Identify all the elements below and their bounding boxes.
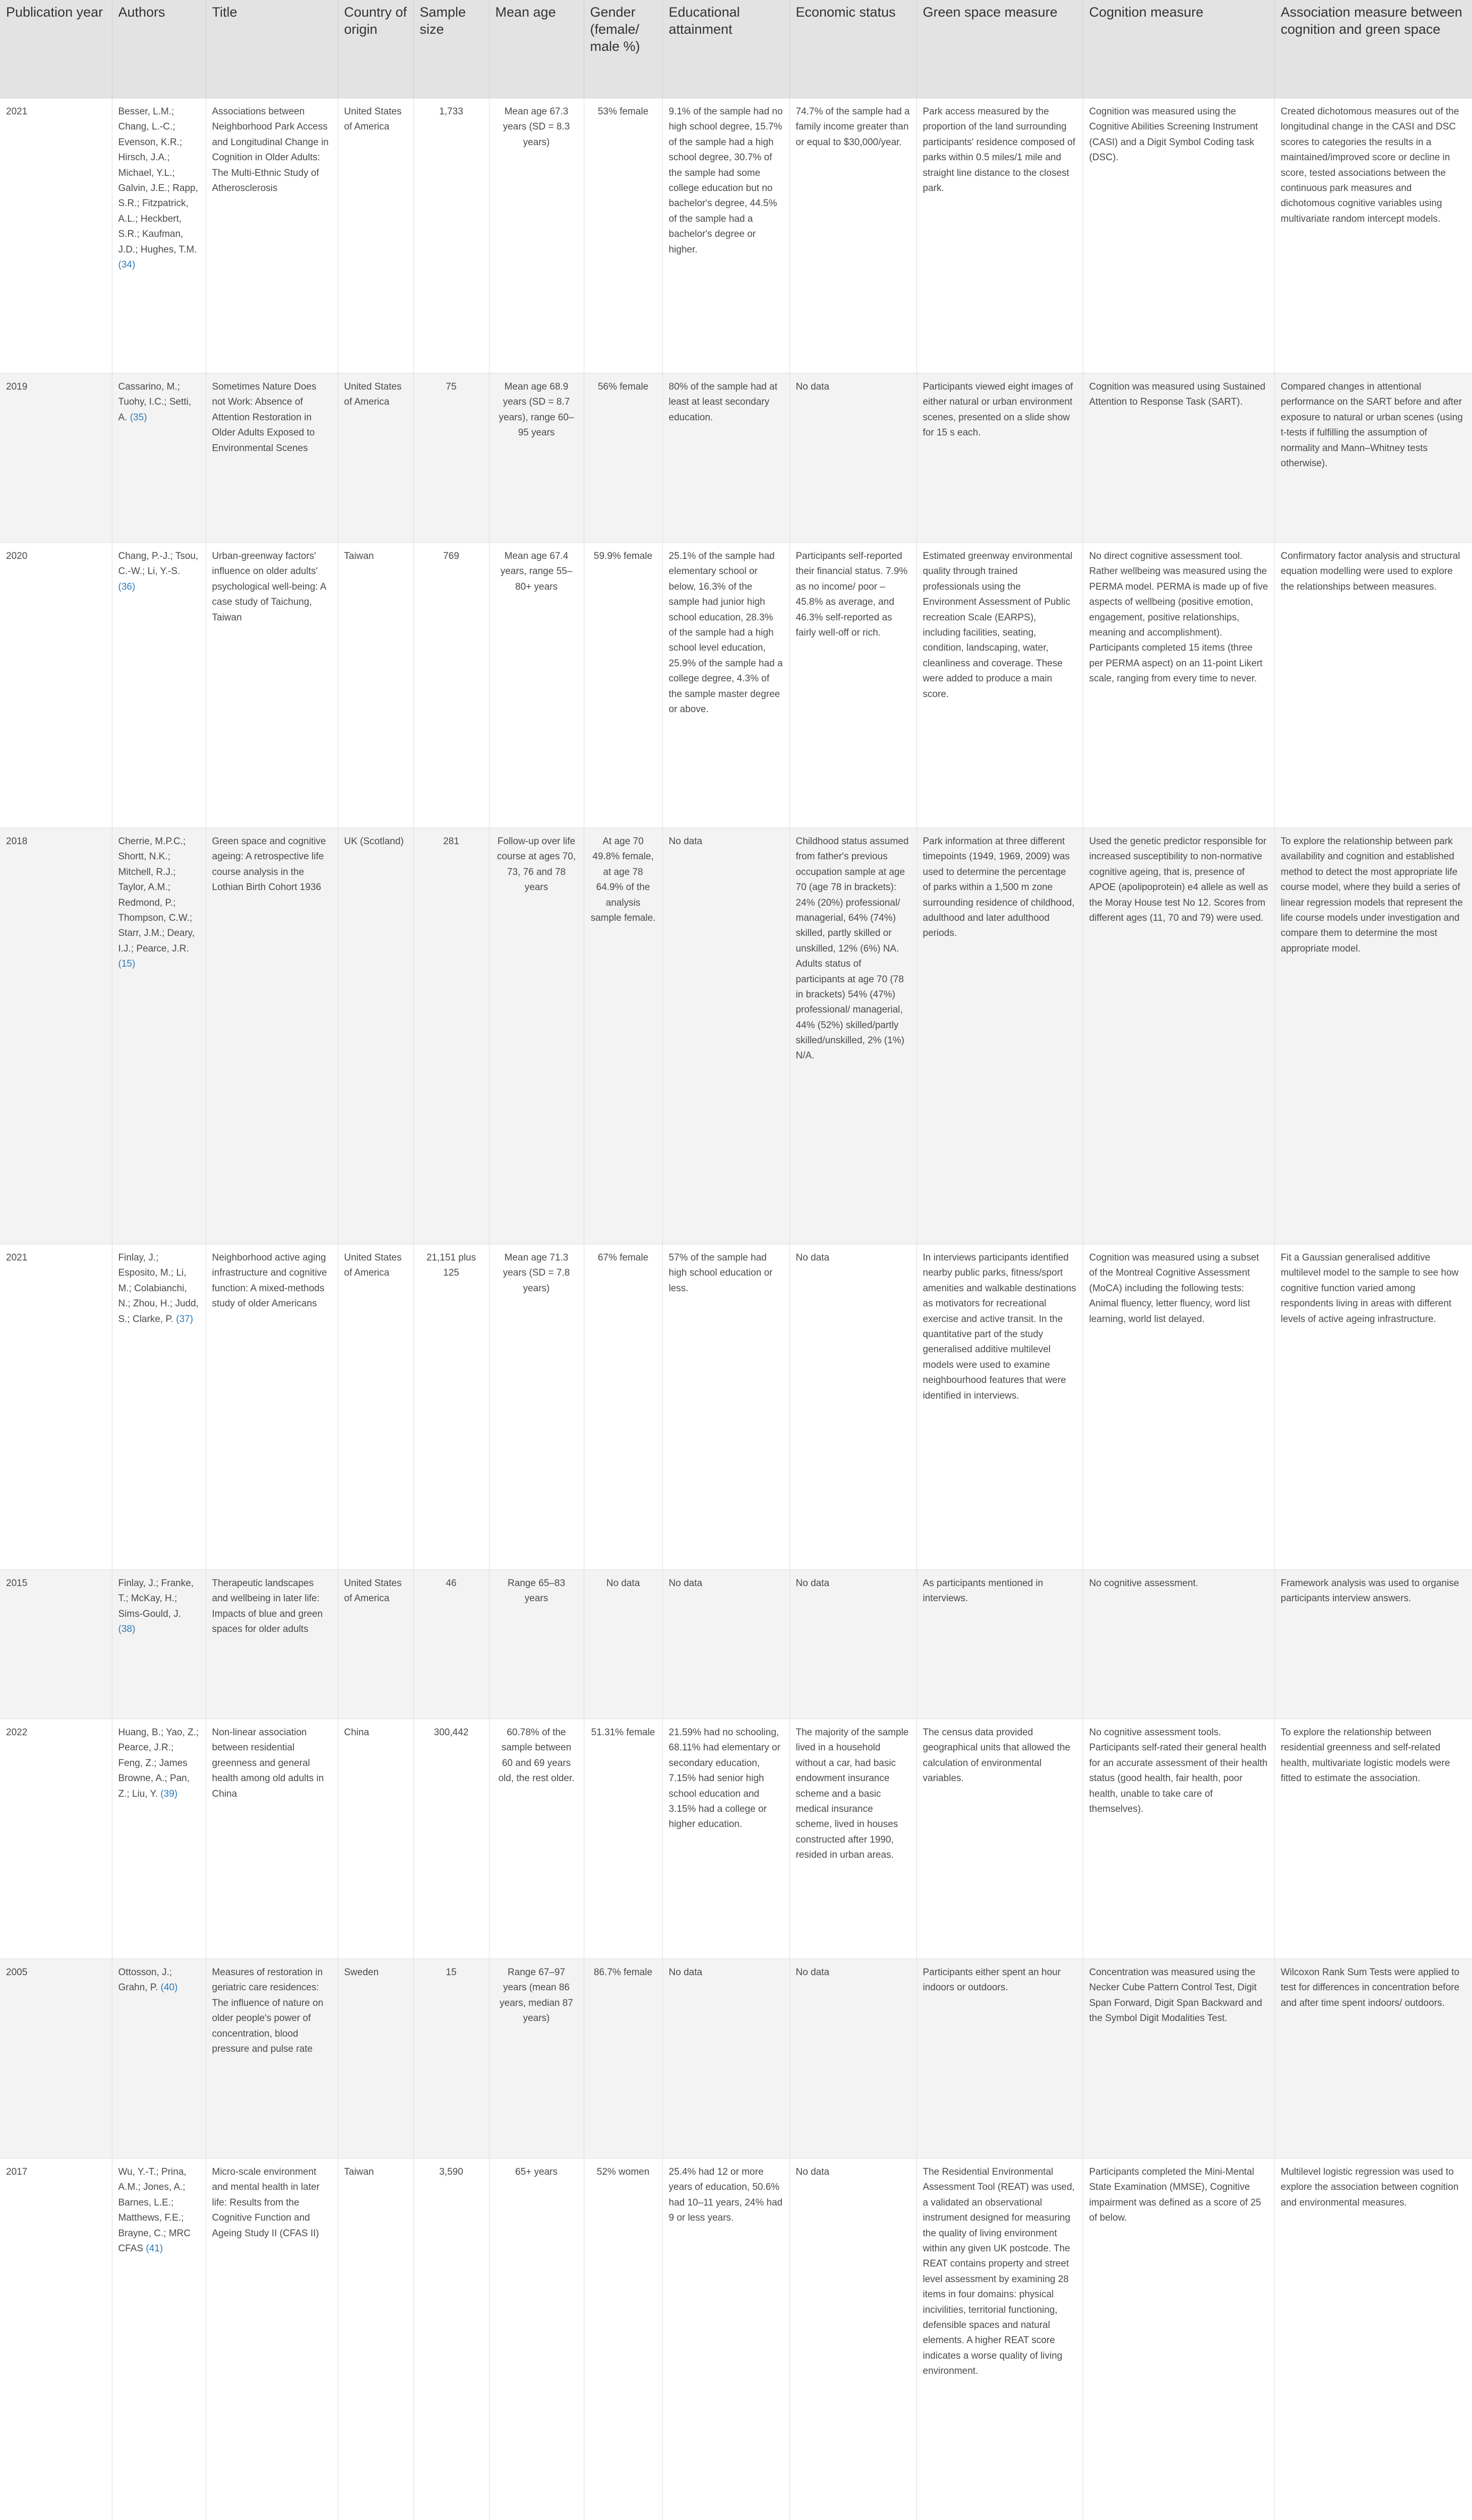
table-row xyxy=(0,1244,1472,1570)
cell-association: Wilcoxon Rank Sum Tests were applied to test for differences in concentration before and after time spent indoors/ outdoors. xyxy=(1274,1959,1472,2159)
cell-education: 21.59% had no schooling, 68.11% had elementary or secondary education, 7.15% had senior high school education and 3.15% had a college or higher education. xyxy=(662,1719,789,1959)
cell-economic: No data xyxy=(789,1244,916,1570)
authors-text: Huang, B.; Yao, Z.; Pearce, J.R.; Feng, Z.; James Browne, A.; Pan, Z.; Liu, Y. xyxy=(118,1727,199,1799)
cell-year: 2005 xyxy=(0,1959,112,2159)
cell-sample-size: 21,151 plus 125 xyxy=(413,1244,489,1570)
cell-association: Multilevel logistic regression was used to explore the association between cognition and environmental measures. xyxy=(1274,2159,1472,2520)
cell-sample-size: 769 xyxy=(413,543,489,828)
cell-country: China xyxy=(338,1719,413,1959)
authors-text: Besser, L.M.; Chang, L.-C.; Evenson, K.R.; Hirsch, J.A.; Michael, Y.L.; Galvin, J.E.; Rapp, S.R.; Fitzpatrick, A.L.; Heckbert, S.R.; Kaufman, J.D.; Hughes, T.M. xyxy=(118,106,198,255)
table-row xyxy=(0,1959,1472,2159)
cell-economic: Childhood status assumed from father's previous occupation sample at age 70 (age 78 in brackets): 24% (20%) professional/ managerial, 64% (74%) skilled, partly skilled or unskilled, 12% (6%) NA. Adults status of participants at age 70 (78 in brackets) 54% (47%) professional/ managerial, 44% (52%) skilled/partly skilled/unskilled, 2% (1%) N/A. xyxy=(789,828,916,1244)
cell-sample-size: 1,733 xyxy=(413,98,489,373)
header-country: Country of origin xyxy=(338,0,413,98)
cell-cognition: No direct cognitive assessment tool. Rather wellbeing was measured using the PERMA model. PERMA is made up of five aspects of wellbeing (positive emotion, engagement, positive relationships, meaning and accomplishment). Participants completed 15 items (three per PERMA aspect) on an 11-point Likert scale, ranging from every time to never. xyxy=(1083,543,1274,828)
cell-authors xyxy=(112,828,206,1244)
reference-link[interactable]: (38) xyxy=(118,1624,136,1635)
cell-economic: No data xyxy=(789,2159,916,2520)
cell-country: Taiwan xyxy=(338,2159,413,2520)
table-row xyxy=(0,1719,1472,1959)
cell-association: To explore the relationship between park availability and cognition and established method to detect the most appropriate life course model, where they build a series of linear regression models that represent the life course models under investigation and compare them to determine the most appropriate model. xyxy=(1274,828,1472,1244)
cell-title: Micro-scale environment and mental health in later life: Results from the Cognitive Function and Ageing Study II (CFAS II) xyxy=(206,2159,338,2520)
authors-text: Finlay, J.; Esposito, M.; Li, M.; Colabianchi, N.; Zhou, H.; Judd, S.; Clarke, P. xyxy=(118,1252,199,1325)
cell-mean-age: 60.78% of the sample between 60 and 69 years old, the rest older. xyxy=(489,1719,584,1959)
cell-gender: 52% women xyxy=(584,2159,662,2520)
cell-association: To explore the relationship between residential greenness and self-related health, multivariate logistic models were fitted to estimate the association. xyxy=(1274,1719,1472,1959)
cell-education: 25.1% of the sample had elementary school or below, 16.3% of the sample had junior high school education, 28.3% of the sample had a high school level education, 25.9% of the sample had a college degree, 4.3% of the sample master degree or above. xyxy=(662,543,789,828)
cell-green-space: In interviews participants identified nearby public parks, fitness/sport amenities and walkable destinations as motivators for recreational exercise and active transit. In the quantitative part of the study generalised additive multilevel models were used to examine neighbourhood features that were identified in interviews. xyxy=(916,1244,1083,1570)
cell-authors xyxy=(112,1959,206,2159)
cell-country: Sweden xyxy=(338,1959,413,2159)
cell-education: No data xyxy=(662,1570,789,1719)
header-gender: Gender (female/ male %) xyxy=(584,0,662,98)
cell-economic: 74.7% of the sample had a family income greater than or equal to $30,000/year. xyxy=(789,98,916,373)
header-cognition-measure: Cognition measure xyxy=(1083,0,1274,98)
cell-country: United States of America xyxy=(338,1244,413,1570)
cell-authors xyxy=(112,1570,206,1719)
cell-authors xyxy=(112,98,206,373)
cell-cognition: Used the genetic predictor responsible for increased susceptibility to non-normative cognitive ageing, that is, presence of APOE (apolipoprotein) e4 allele as well as the Moray House test No 12. Scores from different ages (11, 70 and 79) were used. xyxy=(1083,828,1274,1244)
authors-text: Ottosson, J.; Grahn, P. xyxy=(118,1967,172,1993)
cell-country: UK (Scotland) xyxy=(338,828,413,1244)
cell-mean-age: Follow-up over life course at ages 70, 73, 76 and 78 years xyxy=(489,828,584,1244)
header-authors: Authors xyxy=(112,0,206,98)
reference-link[interactable]: (36) xyxy=(118,581,136,592)
cell-title: Therapeutic landscapes and wellbeing in later life: Impacts of blue and green spaces for older adults xyxy=(206,1570,338,1719)
cell-country: United States of America xyxy=(338,1570,413,1719)
cell-cognition: Cognition was measured using a subset of the Montreal Cognitive Assessment (MoCA) including the following tests: Animal fluency, letter fluency, word list learning, world list delayed. xyxy=(1083,1244,1274,1570)
cell-gender: 67% female xyxy=(584,1244,662,1570)
cell-sample-size: 15 xyxy=(413,1959,489,2159)
cell-green-space: Participants either spent an hour indoors or outdoors. xyxy=(916,1959,1083,2159)
cell-education: No data xyxy=(662,1959,789,2159)
cell-sample-size: 3,590 xyxy=(413,2159,489,2520)
reference-link[interactable]: (40) xyxy=(160,1982,178,1993)
reference-link[interactable]: (35) xyxy=(130,412,147,423)
table-row xyxy=(0,1570,1472,1719)
reference-link[interactable]: (37) xyxy=(176,1313,194,1325)
cell-association: Confirmatory factor analysis and structural equation modelling were used to explore the relationships between measures. xyxy=(1274,543,1472,828)
cell-education: 80% of the sample had at least at least secondary education. xyxy=(662,373,789,543)
table-row xyxy=(0,543,1472,828)
header-association-measure: Association measure between cognition and green space xyxy=(1274,0,1472,98)
cell-green-space: Park access measured by the proportion of the land surrounding participants' residence composed of parks within 0.5 miles/1 mile and straight line distance to the closest park. xyxy=(916,98,1083,373)
cell-year: 2021 xyxy=(0,98,112,373)
cell-authors xyxy=(112,2159,206,2520)
cell-mean-age: Range 65–83 years xyxy=(489,1570,584,1719)
cell-title: Green space and cognitive ageing: A retrospective life course analysis in the Lothian Birth Cohort 1936 xyxy=(206,828,338,1244)
cell-green-space: As participants mentioned in interviews. xyxy=(916,1570,1083,1719)
cell-authors xyxy=(112,1244,206,1570)
cell-year: 2019 xyxy=(0,373,112,543)
authors-text: Chang, P.-J.; Tsou, C.-W.; Li, Y.-S. xyxy=(118,551,199,577)
cell-authors xyxy=(112,373,206,543)
cell-association: Framework analysis was used to organise participants interview answers. xyxy=(1274,1570,1472,1719)
cell-title: Measures of restoration in geriatric care residences: The influence of nature on older people's power of concentration, blood pressure and pulse rate xyxy=(206,1959,338,2159)
cell-country: United States of America xyxy=(338,373,413,543)
header-title: Title xyxy=(206,0,338,98)
cell-education: 57% of the sample had high school education or less. xyxy=(662,1244,789,1570)
cell-title: Neighborhood active aging infrastructure and cognitive function: A mixed-methods study of older Americans xyxy=(206,1244,338,1570)
cell-education: 25.4% had 12 or more years of education, 50.6% had 10–11 years, 24% had 9 or less years. xyxy=(662,2159,789,2520)
cell-gender: 59.9% female xyxy=(584,543,662,828)
cell-sample-size: 75 xyxy=(413,373,489,543)
reference-link[interactable]: (15) xyxy=(118,959,136,970)
cell-title: Sometimes Nature Does not Work: Absence of Attention Restoration in Older Adults Exposed to Environmental Scenes xyxy=(206,373,338,543)
cell-economic: No data xyxy=(789,1959,916,2159)
cell-economic: The majority of the sample lived in a household without a car, had basic endowment insurance scheme and a basic medical insurance scheme, lived in houses constructed after 1990, resided in urban areas. xyxy=(789,1719,916,1959)
cell-gender: No data xyxy=(584,1570,662,1719)
cell-year: 2021 xyxy=(0,1244,112,1570)
cell-year: 2018 xyxy=(0,828,112,1244)
reference-link[interactable]: (39) xyxy=(160,1788,178,1799)
cell-mean-age: Mean age 71.3 years (SD = 7.8 years) xyxy=(489,1244,584,1570)
cell-authors xyxy=(112,1719,206,1959)
header-green-space-measure: Green space measure xyxy=(916,0,1083,98)
cell-sample-size: 281 xyxy=(413,828,489,1244)
cell-gender: At age 70 49.8% female, at age 78 64.9% of the analysis sample female. xyxy=(584,828,662,1244)
reference-link[interactable]: (41) xyxy=(146,2243,163,2254)
cell-title: Urban-greenway factors' influence on older adults' psychological well-being: A case study of Taichung, Taiwan xyxy=(206,543,338,828)
cell-year: 2020 xyxy=(0,543,112,828)
header-education: Educational attainment xyxy=(662,0,789,98)
cell-green-space: Estimated greenway environmental quality through trained professionals using the Environment Assessment of Public recreation Scale (EARPS), including facilities, seating, condition, landscaping, water, cleanliness and coverage. These were added to produce a main score. xyxy=(916,543,1083,828)
header-mean-age: Mean age xyxy=(489,0,584,98)
cell-cognition: No cognitive assessment. xyxy=(1083,1570,1274,1719)
cell-authors xyxy=(112,543,206,828)
cell-cognition: Participants completed the Mini-Mental State Examination (MMSE), Cognitive impairment was defined as a score of 25 of below. xyxy=(1083,2159,1274,2520)
table-row xyxy=(0,2159,1472,2520)
cell-year: 2015 xyxy=(0,1570,112,1719)
cell-association: Created dichotomous measures out of the longitudinal change in the CASI and DSC scores to categories the results in a maintained/improved score or decline in score, tested associations between the continuous park measures and dichotomous cognitive variables using multivariate random intercept models. xyxy=(1274,98,1472,373)
cell-year: 2017 xyxy=(0,2159,112,2520)
cell-gender: 53% female xyxy=(584,98,662,373)
cell-education: 9.1% of the sample had no high school degree, 15.7% of the sample had a high school degree, 30.7% of the sample had some college education but no bachelor's degree, 44.5% of the sample had a bachelor's degree or higher. xyxy=(662,98,789,373)
table-row xyxy=(0,373,1472,543)
cell-mean-age: Mean age 67.3 years (SD = 8.3 years) xyxy=(489,98,584,373)
cell-association: Fit a Gaussian generalised additive multilevel model to the sample to see how cognitive function varied among respondents living in areas with different levels of active ageing infrastructure. xyxy=(1274,1244,1472,1570)
cell-title: Associations between Neighborhood Park Access and Longitudinal Change in Cognition in Older Adults: The Multi-Ethnic Study of Atherosclerosis xyxy=(206,98,338,373)
cell-mean-age: 65+ years xyxy=(489,2159,584,2520)
cell-education: No data xyxy=(662,828,789,1244)
cell-country: Taiwan xyxy=(338,543,413,828)
header-row xyxy=(0,0,1472,98)
cell-association: Compared changes in attentional performance on the SART before and after exposure to natural or urban scenes (using t-tests if fulfilling the assumption of normality and Mann–Whitney tests otherwise). xyxy=(1274,373,1472,543)
header-publication-year: Publication year xyxy=(0,0,112,98)
header-sample-size: Sample size xyxy=(413,0,489,98)
cell-year: 2022 xyxy=(0,1719,112,1959)
authors-text: Wu, Y.-T.; Prina, A.M.; Jones, A.; Barnes, L.E.; Matthews, F.E.; Brayne, C.; MRC CFAS xyxy=(118,2167,191,2254)
cell-mean-age: Mean age 68.9 years (SD = 8.7 years), range 60–95 years xyxy=(489,373,584,543)
table-row xyxy=(0,98,1472,373)
cell-green-space: Participants viewed eight images of either natural or urban environment scenes, presented on a slide show for 15 s each. xyxy=(916,373,1083,543)
reference-link[interactable]: (34) xyxy=(118,259,136,270)
cell-economic: Participants self-reported their financial status. 7.9% as no income/ poor – 45.8% as average, and 46.3% self-reported as fairly well-off or rich. xyxy=(789,543,916,828)
cell-green-space: The census data provided geographical units that allowed the calculation of environmental variables. xyxy=(916,1719,1083,1959)
cell-gender: 56% female xyxy=(584,373,662,543)
cell-cognition: Cognition was measured using the Cognitive Abilities Screening Instrument (CASI) and a Digit Symbol Coding task (DSC). xyxy=(1083,98,1274,373)
cell-cognition: Concentration was measured using the Necker Cube Pattern Control Test, Digit Span Forward, Digit Span Backward and the Symbol Digit Modalities Test. xyxy=(1083,1959,1274,2159)
header-economic-status: Economic status xyxy=(789,0,916,98)
authors-text: Finlay, J.; Franke, T.; McKay, H.; Sims-Gould, J. xyxy=(118,1578,194,1619)
cell-gender: 51.31% female xyxy=(584,1719,662,1959)
authors-text: Cherrie, M.P.C.; Shortt, N.K.; Mitchell, R.J.; Taylor, A.M.; Redmond, P.; Thompson, C.W.; Starr, J.M.; Deary, I.J.; Pearce, J.R. xyxy=(118,836,195,954)
cell-cognition: No cognitive assessment tools. Participants self-rated their general health for an accurate assessment of their health status (good health, fair health, poor health, unable to take care of themselves). xyxy=(1083,1719,1274,1959)
table-row xyxy=(0,828,1472,1244)
cell-cognition: Cognition was measured using Sustained Attention to Response Task (SART). xyxy=(1083,373,1274,543)
cell-green-space: The Residential Environmental Assessment Tool (REAT) was used, a validated an observational instrument designed for measuring the quality of living environment within any given UK postcode. The REAT contains property and street level assessment by examining 28 items in four domains: physical incivilities, territorial functioning, defensible spaces and natural elements. A higher REAT score indicates a worse quality of living environment. xyxy=(916,2159,1083,2520)
cell-economic: No data xyxy=(789,373,916,543)
cell-gender: 86.7% female xyxy=(584,1959,662,2159)
cell-country: United States of America xyxy=(338,98,413,373)
cell-economic: No data xyxy=(789,1570,916,1719)
cell-sample-size: 300,442 xyxy=(413,1719,489,1959)
cell-sample-size: 46 xyxy=(413,1570,489,1719)
cell-green-space: Park information at three different timepoints (1949, 1969, 2009) was used to determine the percentage of parks within a 1,500 m zone surrounding residence of childhood, adulthood and later adulthood periods. xyxy=(916,828,1083,1244)
cell-title: Non-linear association between residential greenness and general health among old adults in China xyxy=(206,1719,338,1959)
cell-mean-age: Mean age 67.4 years, range 55–80+ years xyxy=(489,543,584,828)
cell-mean-age: Range 67–97 years (mean 86 years, median 87 years) xyxy=(489,1959,584,2159)
authors-text: Cassarino, M.; Tuohy, I.C.; Setti, A. xyxy=(118,382,192,423)
